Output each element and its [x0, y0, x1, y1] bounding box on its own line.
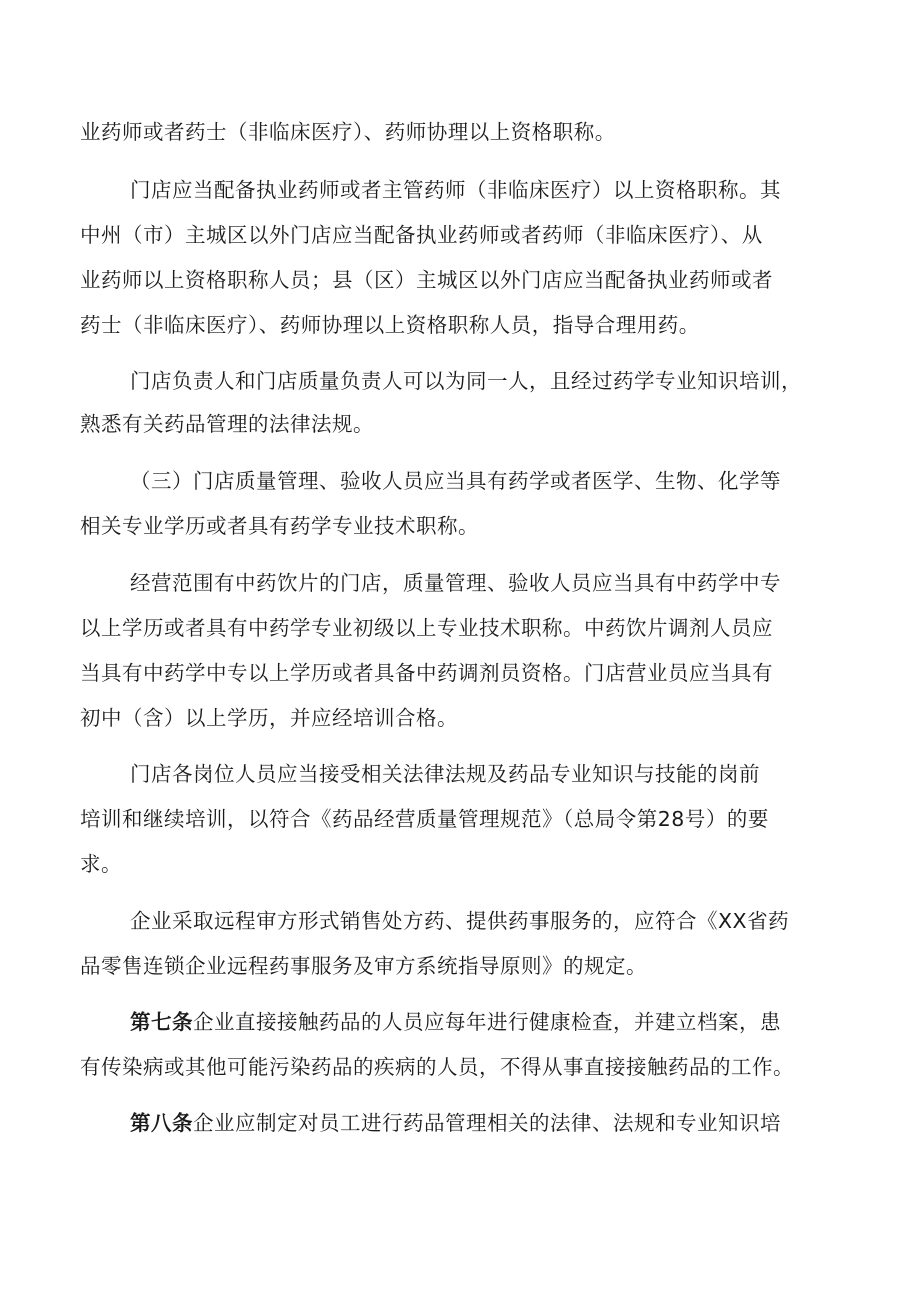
paragraph-line: （三）门店质量管理、验收人员应当具有药学或者医学、生物、化学等 — [130, 469, 781, 493]
article-line — [130, 1109, 920, 1137]
paragraph-line: 门店负责人和门店质量负责人可以为同一人，且经过药学专业知识培训， — [130, 369, 802, 393]
paragraph-line: 品零售连锁企业远程药事服务及审方系统指导原则》的规定。 — [80, 954, 647, 978]
paragraph-line: 经营范围有中药饮片的门店，质量管理、验收人员应当具有中药学中专 — [130, 571, 781, 595]
paragraph-line: 求。 — [80, 852, 122, 876]
article-number: 第八条 — [130, 1111, 193, 1135]
paragraph-line: 培训和继续培训，以符合《药品经营质量管理规范》（总局令第28号）的要 — [80, 807, 769, 831]
article-line — [130, 1008, 920, 1036]
paragraph-line: 以上学历或者具有中药学专业初级以上专业技术职称。中药饮片调剂人员应 — [80, 616, 773, 640]
paragraph-line: 有传染病或其他可能污染药品的疾病的人员，不得从事直接接触药品的工作。 — [80, 1055, 794, 1079]
article-text: 企业直接接触药品的人员应每年进行健康检查，并建立档案，患 — [193, 1010, 781, 1034]
paragraph-line: 熟悉有关药品管理的法律法规。 — [80, 412, 374, 436]
paragraph-line: 当具有中药学中专以上学历或者具备中药调剂员资格。门店营业员应当具有 — [80, 661, 773, 685]
paragraph-line: 中州（市）主城区以外门店应当配备执业药师或者药师（非临床医疗）、从 — [80, 223, 763, 247]
paragraph-line: 业药师以上资格职称人员；县（区）主城区以外门店应当配备执业药师或者 — [80, 268, 773, 292]
article-number: 第七条 — [130, 1010, 193, 1034]
paragraph-line: 企业采取远程审方形式销售处方药、提供药事服务的，应符合《XX省药 — [130, 909, 790, 933]
paragraph-line: 业药师或者药士（非临床医疗）、药师协理以上资格职称。 — [80, 120, 616, 144]
article-text: 企业应制定对员工进行药品管理相关的法律、法规和专业知识培 — [193, 1111, 781, 1135]
paragraph-line: 初中（含）以上学历，并应经培训合格。 — [80, 706, 458, 730]
paragraph-line: 药士（非临床医疗）、药师协理以上资格职称人员，指导合理用药。 — [80, 313, 700, 337]
paragraph-line: 门店各岗位人员应当接受相关法律法规及药品专业知识与技能的岗前 — [130, 762, 760, 786]
paragraph-line: 门店应当配备执业药师或者主管药师（非临床医疗）以上资格职称。其 — [130, 178, 781, 202]
paragraph-line: 相关专业学历或者具有药学专业技术职称。 — [80, 514, 479, 538]
